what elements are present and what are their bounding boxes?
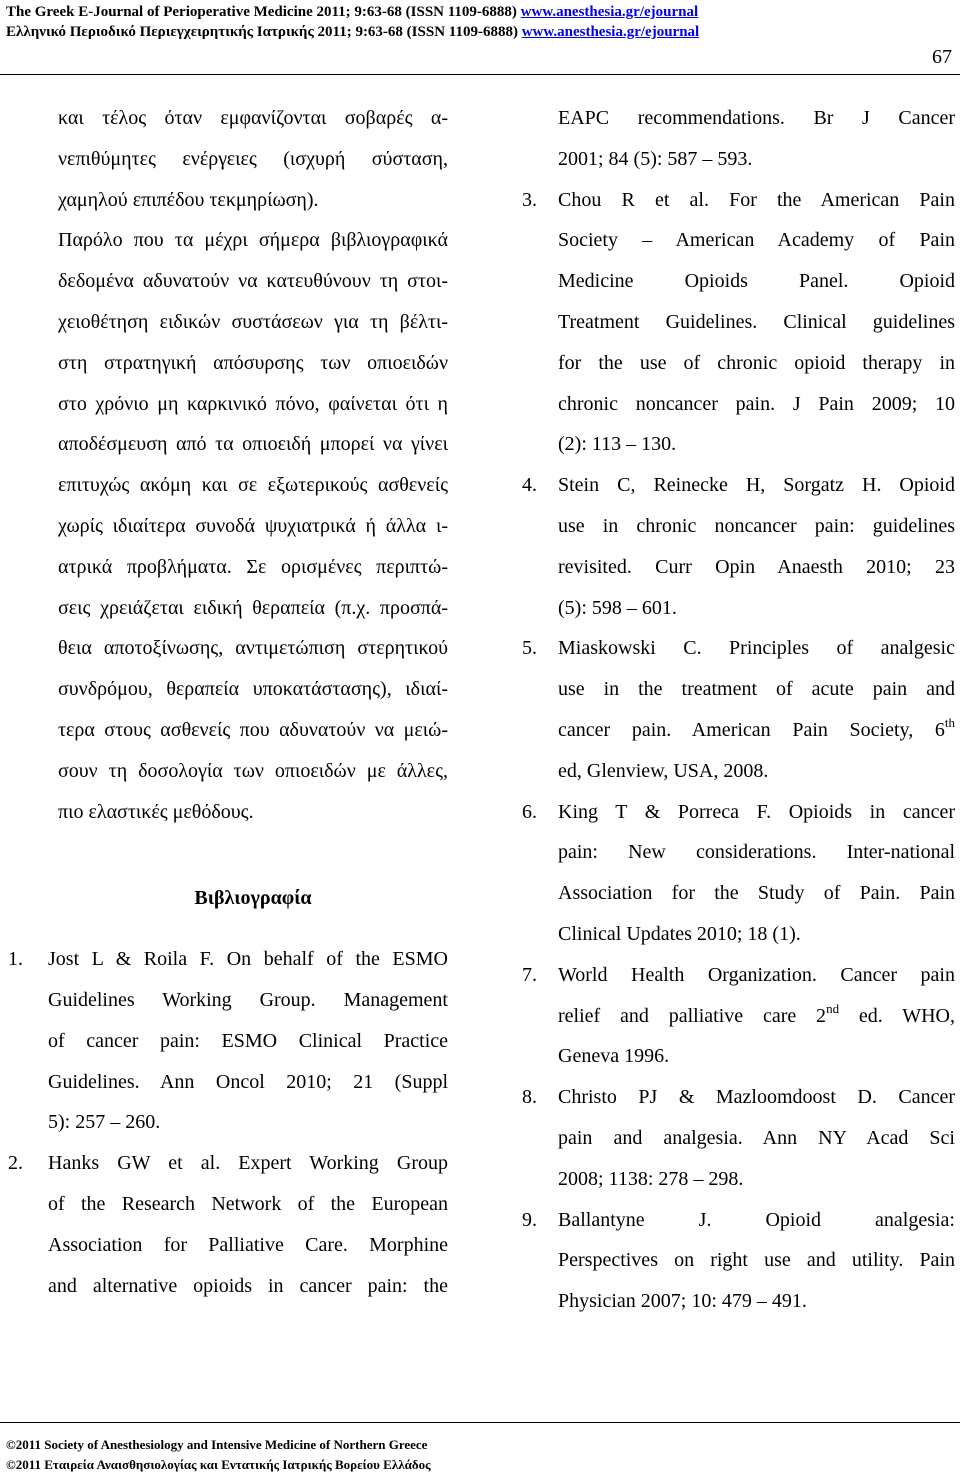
reference-line: EAPC recommendations. Br J Cancer (558, 107, 955, 129)
paragraph-line: χαμηλού επιπέδου τεκμηρίωση). (58, 188, 319, 211)
reference-line: World Health Organization. Cancer pain (558, 963, 955, 986)
reference-number: 7. (522, 963, 537, 986)
reference-line: Physician 2007; 10: 479 – 491. (558, 1290, 807, 1313)
header-line-english (6, 2, 699, 22)
reference-line: revisited. Curr Opin Anaesth 2010; 23 (558, 555, 955, 578)
reference-line: Treatment Guidelines. Clinical guidelines (558, 310, 955, 333)
reference-line: Ballantyne J. Opioid analgesia: (558, 1208, 955, 1231)
journal-header (6, 2, 699, 42)
header-journal-gr: Ελληνικό Περιοδικό Περιεγχειρητικής Ιατρικής 2011; 9:63-68 (ISSN 1109-6888) (6, 24, 518, 40)
reference-line: chronic noncancer pain. J Pain 2009; 10 (558, 392, 955, 415)
reference-item (522, 1077, 955, 1199)
reference-line: pain and analgesia. Ann NY Acad Sci (558, 1126, 955, 1149)
reference-line: Christo PJ & Mazloomdoost D. Cancer (558, 1086, 955, 1109)
reference-line: of the Research Network of the European (48, 1192, 448, 1215)
reference-line: Medicine Opioids Panel. Opioid (558, 270, 955, 293)
reference-line: Guidelines Working Group. Management (48, 988, 448, 1011)
reference-line: use in chronic noncancer pain: guidelines (558, 514, 955, 537)
paragraph-line: στο χρόνιο μη καρκινικό πόνο, φαίνεται ότι η (58, 392, 448, 415)
paragraph-line: σουν τη δοσολογία των οπιοειδών με άλλες, (58, 759, 448, 782)
header-journal-en: The Greek E-Journal of Perioperative Medicine 2011; 9:63-68 (ISSN 1109-6888) (6, 4, 517, 20)
paragraph-line: αποδέσμευση από τα οπιοειδή μπορεί να γίνει (58, 433, 448, 456)
footer-rule (0, 1422, 960, 1423)
reference-line: (2): 113 – 130. (558, 433, 677, 456)
reference-line-part: ed. WHO, (839, 1004, 955, 1027)
footer-copyright-gr: ©2011 Εταιρεία Αναισθησιολογίας και Εντατικής Ιατρικής Βορείου Ελλάδος (6, 1457, 431, 1472)
reference-line: Society – American Academy of Pain (558, 229, 955, 252)
paragraph-line: επιτυχώς ακόμη και σε εξωτερικούς ασθενείς (58, 474, 448, 497)
reference-line-part: cancer pain. American Pain Society, 6 (558, 718, 945, 741)
reference-line: and alternative opioids in cancer pain: the (48, 1274, 448, 1297)
reference-number: 4. (522, 474, 537, 497)
reference-number: 8. (522, 1086, 537, 1109)
paragraph-line: πιο ελαστικές μεθόδους. (58, 800, 254, 823)
reference-line: Jost L & Roila F. On behalf of the ESMO (48, 948, 448, 971)
reference-line: Association for Palliative Care. Morphine (48, 1233, 448, 1256)
reference-line: for the use of chronic opioid therapy in (558, 351, 955, 374)
reference-line (558, 710, 955, 751)
reference-item (522, 1200, 955, 1322)
paragraph-line: τερα στους ασθενείς που αδυνατούν να μειώ- (58, 718, 448, 741)
reference-line: (5): 598 – 601. (558, 596, 677, 619)
reference-line: use in the treatment of acute pain and (558, 678, 955, 701)
body-paragraph (58, 98, 448, 832)
reference-item (8, 939, 448, 1143)
reference-line: Guidelines. Ann Oncol 2010; 21 (Suppl (48, 1070, 448, 1093)
right-column (522, 98, 955, 1322)
reference-number: 9. (522, 1208, 537, 1231)
reference-item (8, 1143, 448, 1306)
reference-number: 2. (8, 1152, 23, 1175)
page-number: 67 (932, 46, 952, 68)
reference-line: Chou R et al. For the American Pain (558, 188, 955, 211)
bibliography-title: Βιβλιογραφία (194, 887, 312, 910)
paragraph-line: θεια αποτοξίνωσης, αντιμετώπιση στερητικού (58, 637, 448, 660)
reference-line-part: relief and palliative care 2 (558, 1004, 827, 1027)
reference-item (522, 628, 955, 791)
paragraph-line: και τέλος όταν εμφανίζονται σοβαρές α- (58, 107, 448, 129)
reference-line: Perspectives on right use and utility. Pain (558, 1249, 955, 1272)
reference-item (522, 955, 955, 1077)
left-column (8, 98, 448, 1306)
reference-number: 5. (522, 637, 537, 660)
reference-line (558, 996, 955, 1037)
footer-copyright-en: ©2011 Society of Anesthesiology and Intensive Medicine of Northern Greece (6, 1437, 428, 1452)
reference-line: King T & Porreca F. Opioids in cancer (558, 800, 955, 823)
paragraph-line: δεδομένα αδυνατούν να κατευθύνουν τη στοι- (58, 270, 448, 293)
reference-number: 3. (522, 188, 537, 211)
paragraph-line: στη στρατηγική απόσυρσης των οπιοειδών (58, 351, 448, 374)
reference-number: 6. (522, 800, 537, 823)
paragraph-line: χωρίς ιδιαίτερα συνοδά ψυχιατρικά ή άλλα ι- (58, 514, 448, 537)
paragraph-line: ατρικά προβλήματα. Σε ορισμένες περιπτώ- (58, 555, 448, 578)
paragraph-line: χειοθέτηση ειδικών συστάσεων για τη βέλτι- (58, 310, 448, 333)
paragraph-line: συνδρόμου, θεραπεία υποκατάστασης), ιδιαί- (58, 678, 448, 701)
paragraph-line: σεις χρειάζεται ειδική θεραπεία (π.χ. προσπά- (58, 596, 448, 619)
reference-continuation (522, 98, 955, 180)
reference-line: Geneva 1996. (558, 1045, 670, 1068)
reference-line: of cancer pain: ESMO Clinical Practice (48, 1029, 448, 1052)
reference-item (522, 465, 955, 628)
header-line-greek (6, 22, 699, 42)
reference-line: Stein C, Reinecke H, Sorgatz H. Opioid (558, 474, 955, 497)
reference-line: pain: New considerations. Inter-national (558, 841, 955, 864)
reference-line: ed, Glenview, USA, 2008. (558, 759, 769, 782)
reference-number: 1. (8, 948, 23, 971)
reference-line: 2008; 1138: 278 – 298. (558, 1167, 744, 1190)
reference-line: 2001; 84 (5): 587 – 593. (558, 147, 753, 170)
section-gap (58, 832, 448, 878)
paragraph-line: Παρόλο που τα μέχρι σήμερα βιβλιογραφικά (58, 229, 448, 252)
superscript: nd (826, 1000, 840, 1016)
header-rule (0, 74, 960, 75)
journal-link-2[interactable]: www.anesthesia.gr/ejournal (521, 24, 700, 40)
paragraph-line: νεπιθύμητες ενέργειες (ισχυρή σύσταση, (58, 147, 448, 170)
reference-item (522, 792, 955, 955)
superscript: th (944, 714, 955, 730)
reference-line: Clinical Updates 2010; 18 (1). (558, 922, 801, 945)
reference-item (522, 180, 955, 466)
reference-line: Hanks GW et al. Expert Working Group (48, 1152, 448, 1175)
reference-line: Miaskowski C. Principles of analgesic (558, 637, 955, 660)
reference-line: Association for the Study of Pain. Pain (558, 882, 955, 905)
reference-line: 5): 257 – 260. (48, 1111, 161, 1134)
journal-link-1[interactable]: www.anesthesia.gr/ejournal (520, 4, 699, 20)
